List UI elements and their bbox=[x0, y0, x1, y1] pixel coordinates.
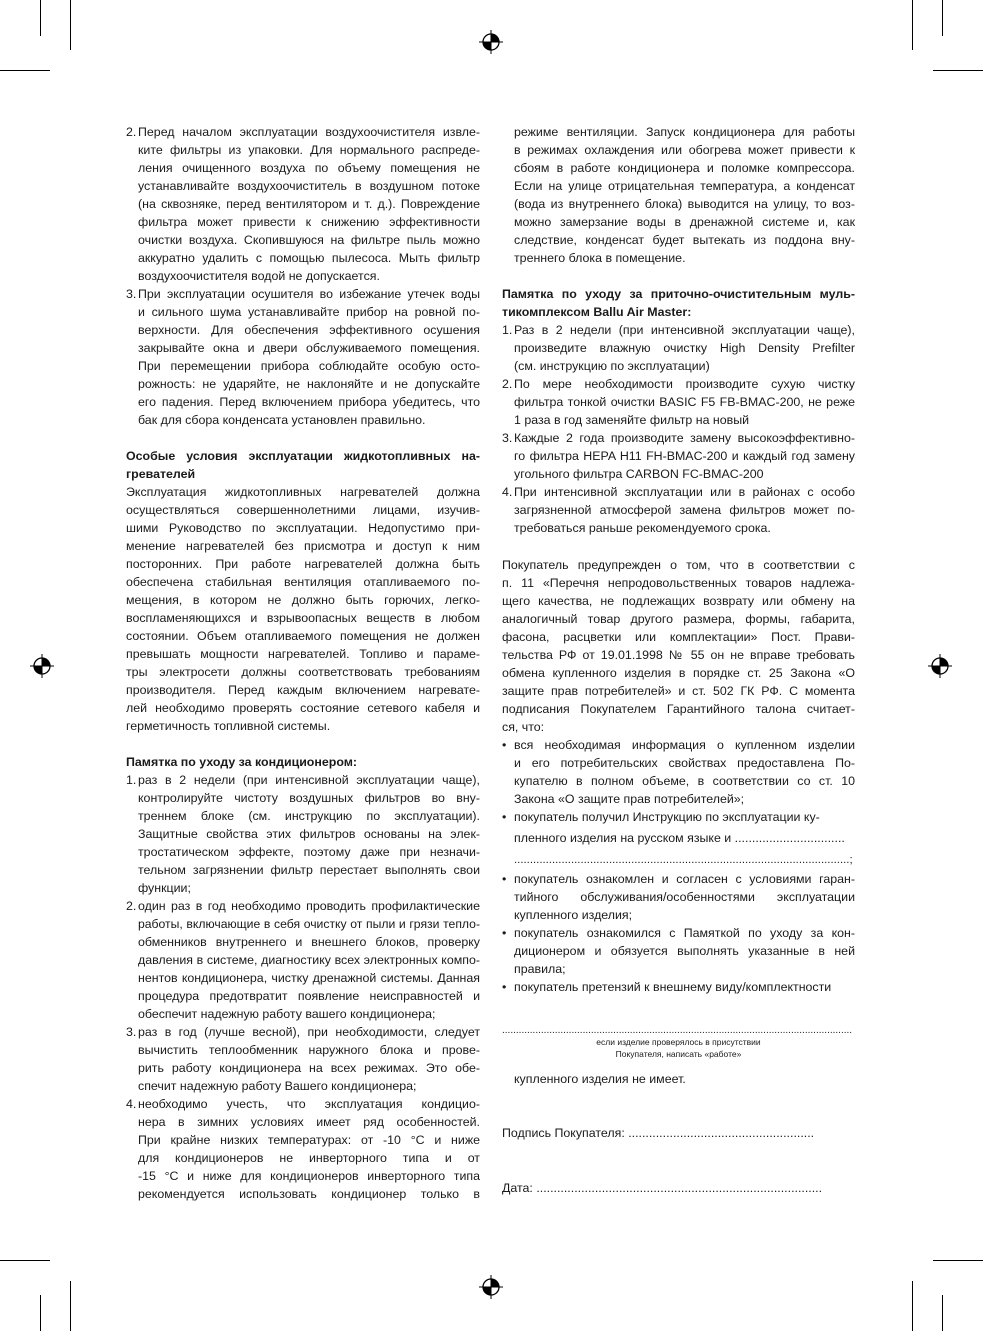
list-number: 3. bbox=[126, 287, 137, 301]
text-line: ления очищенного воздуха по объему помещения не bbox=[138, 161, 480, 175]
text-line: щего качества, не подлежащих возврату или обмену на bbox=[502, 594, 855, 608]
list-number: 2. bbox=[126, 125, 137, 139]
text-line: треннего блока в помещение. bbox=[514, 251, 686, 265]
text-line: тростатическом эффекте, поэтому даже при незначи- bbox=[138, 845, 480, 859]
text-line: рекомендуется использовать кондиционер только в bbox=[138, 1187, 480, 1201]
list-item bbox=[126, 771, 480, 897]
text-line: Особые условия эксплуатации жидкотопливных на- bbox=[126, 449, 480, 463]
registration-mark-icon bbox=[928, 654, 952, 678]
list-number: 3. bbox=[502, 431, 513, 445]
text-line: функции; bbox=[138, 881, 191, 895]
text-line: устанавливайте воздухоочиститель в воздушном потоке bbox=[138, 179, 480, 193]
list-item bbox=[126, 897, 480, 1023]
text-line: ките фильтры из упаковки. Для нормального распреде- bbox=[138, 143, 480, 157]
list-item bbox=[502, 978, 855, 996]
text-line: нера в зимних условиях имеет ряд особенностей. bbox=[138, 1115, 480, 1129]
text-line: Перед началом эксплуатации воздухоочистителя извле- bbox=[138, 125, 480, 139]
text-line: При перемещении прибора соблюдайте особую осто- bbox=[138, 359, 480, 373]
text-line: покупатель ознакомлен и согласен с условиями гаран- bbox=[514, 872, 855, 886]
registration-mark-icon bbox=[479, 1275, 503, 1299]
text-line: состоянии. Объем отапливаемого помещения не должен bbox=[126, 629, 480, 643]
text-line: треннем блоке (см. инструкцию по эксплуатации). bbox=[138, 809, 480, 823]
text-line: Эксплуатация жидкотопливных нагревателей должна bbox=[126, 485, 480, 499]
list-item bbox=[126, 285, 480, 429]
caption-line: если изделие проверялось в присутствии bbox=[596, 1037, 761, 1047]
buyer-bullets-a bbox=[502, 736, 855, 826]
list-item bbox=[502, 429, 855, 483]
text-line: сбоям в работе кондиционера и поломке компрессора. bbox=[514, 161, 855, 175]
list-item bbox=[502, 321, 855, 375]
text-line: один раз в год необходимо проводить профилактические bbox=[138, 899, 480, 913]
airmaster-heading bbox=[502, 285, 855, 321]
text-line: ся, что: bbox=[502, 720, 545, 734]
text-line: купленного изделия; bbox=[514, 908, 633, 922]
text-line: спечит надежную работу Вашего кондиционера; bbox=[138, 1079, 417, 1093]
text-line: тикомплексом Ballu Air Master: bbox=[502, 305, 692, 319]
text-line: Подпись Покупателя: ...................................................... bbox=[502, 1126, 815, 1140]
text-line: При крайне низких температурах: от -10 °С и ниже bbox=[138, 1133, 480, 1147]
list-item bbox=[502, 870, 855, 924]
text-line: 1 раза в год заменяйте фильтр на новый bbox=[514, 413, 750, 427]
text-line: нентов кондиционера, чистку дренажной системы. Данная bbox=[138, 971, 480, 985]
list-item bbox=[126, 1095, 480, 1203]
text-line: Дата: ................................................................................... bbox=[502, 1181, 823, 1195]
text-line: менение нагревателей без присмотра и доступ к ним bbox=[126, 539, 480, 553]
text-line: для кондиционеров не инверторного типа и от bbox=[138, 1151, 480, 1165]
text-line: При интенсивной эксплуатации или в районах с особо bbox=[514, 485, 855, 499]
text-line: давления в системе, диагностику всех электронных компо- bbox=[138, 953, 480, 967]
text-line: вычистить теплообменник наружного блока и прове- bbox=[138, 1043, 480, 1057]
buyer-bullets-b bbox=[502, 870, 855, 996]
no-claims-text bbox=[514, 1070, 855, 1088]
text-line: раз в 2 недели (при интенсивной эксплуатации чаще), bbox=[138, 773, 480, 787]
text-line: покупатель претензий к внешнему виду/комплектности bbox=[514, 980, 832, 994]
text-line: покупатель получил Инструкцию по эксплуатации ку- bbox=[514, 810, 820, 824]
text-line: тийного обслуживания/особенностями эксплуатации bbox=[514, 890, 855, 904]
text-line: произведите влажную очистку High Density Prefilter bbox=[514, 341, 855, 355]
text-line: При эксплуатации осушителя во избежание утечек воды bbox=[138, 287, 480, 301]
bullet-marker: • bbox=[502, 738, 507, 752]
list-number: 3. bbox=[126, 1025, 137, 1039]
text-line: Покупатель предупрежден о том, что в соответствии с bbox=[502, 558, 855, 572]
text-line: режиме вентиляции. Запуск кондиционера для работы bbox=[514, 125, 855, 139]
text-line: фильтра может привести к снижению эффективности bbox=[138, 215, 480, 229]
bullet-continuation bbox=[514, 829, 855, 847]
text-line: фильтра тонкой очистки BASIC F5 FB-BMAC-200, не реже bbox=[514, 395, 855, 409]
text-line: герметичность топливной системы. bbox=[126, 719, 331, 733]
text-line: тельства РФ от 19.01.1998 № 55 он не вправе требовать bbox=[502, 648, 855, 662]
text-line: ..........................................................................................................; bbox=[514, 854, 853, 866]
text-line: загрязненной атмосферой замена фильтров может по- bbox=[514, 503, 855, 517]
fill-caption bbox=[502, 1036, 855, 1060]
ac-continuation bbox=[514, 123, 855, 267]
text-line: диционером и обязуется выполнять указанные в ней bbox=[514, 944, 855, 958]
text-line: фасона, расцветки или комплектации» Пост. Прави- bbox=[502, 630, 855, 644]
list-number: 2. bbox=[502, 377, 513, 391]
text-line: контролируйте чистоту воздушных фильтров во вну- bbox=[138, 791, 480, 805]
date-field[interactable] bbox=[502, 1179, 855, 1197]
text-line: .............................................................................................................................. bbox=[502, 1025, 853, 1036]
bullet-marker: • bbox=[502, 980, 507, 994]
text-line: (на сквозняке, перед вентилятором и т. д.). Повреждение bbox=[138, 197, 480, 211]
heaters-body bbox=[126, 483, 480, 735]
list-number: 1. bbox=[126, 773, 137, 787]
text-line: обмена купленного изделия в порядке ст. 25 Закона «О bbox=[502, 666, 855, 680]
text-line: тры электросети должны соответствовать требованиям bbox=[126, 665, 480, 679]
dotted-fill-line[interactable] bbox=[514, 851, 855, 869]
text-line: его падения. Перед включением прибора убедитесь, что bbox=[138, 395, 480, 409]
text-line: можно замерзание воды в дренажной системе и, как bbox=[514, 215, 855, 229]
text-line: купленного изделия не имеет. bbox=[514, 1072, 686, 1086]
text-line: Каждые 2 года производите замену высокоэффективно- bbox=[514, 431, 855, 445]
text-line: Закона «О защите прав потребителей»; bbox=[514, 792, 745, 806]
text-line: шими Руководство по эксплуатации. Недопустимо при- bbox=[126, 521, 480, 535]
text-line: защите прав потребителей» и ст. 502 ГК РФ. С момента bbox=[502, 684, 855, 698]
text-line: закрывайте окна и двери обслуживаемого помещения. bbox=[138, 341, 480, 355]
text-line: мещения, в котором не должно быть горючих, легко- bbox=[126, 593, 480, 607]
text-line: рить работу кондиционера на всех режимах. Это обе- bbox=[138, 1061, 480, 1075]
text-line: лей необходимо проверять состояние сетевого кабеля и bbox=[126, 701, 480, 715]
list-item bbox=[126, 123, 480, 285]
text-line: Защитные свойства этих фильтров основаны на элек- bbox=[138, 827, 480, 841]
text-line: верхности. Для обеспечения эффективного осушения bbox=[138, 323, 480, 337]
text-line: раз в год (лучше весной), при необходимости, следует bbox=[138, 1025, 480, 1039]
text-line: подписания Покупателем Гарантийного талона считает- bbox=[502, 702, 855, 716]
text-line: и его потребительских свойствах предоставлена По- bbox=[514, 756, 855, 770]
airmaster-list bbox=[502, 321, 855, 537]
text-line: -15 °С и ниже для кондиционеров инверторного типа bbox=[138, 1169, 480, 1183]
list-item bbox=[502, 736, 855, 808]
text-line: (вода из внутреннего блока) выводится на улицу, то воз- bbox=[514, 197, 855, 211]
text-line: угольного фильтра CARBON FC-BMAC-200 bbox=[514, 467, 764, 481]
bullet-marker: • bbox=[502, 872, 507, 886]
text-line: купателю в полном объеме, в соответствии со ст. 10 bbox=[514, 774, 855, 788]
text-line: гревателей bbox=[126, 467, 196, 481]
text-line: Раз в 2 недели (при интенсивной эксплуатации чаще), bbox=[514, 323, 855, 337]
heaters-heading bbox=[126, 447, 480, 483]
list-number: 4. bbox=[502, 485, 513, 499]
text-line: Памятка по уходу за кондиционером: bbox=[126, 755, 358, 769]
text-line: аккуратно удалить с помощью пылесоса. Мыть фильтр bbox=[138, 251, 480, 265]
text-line: вся необходимая информация о купленном изделии bbox=[514, 738, 855, 752]
text-line: Памятка по уходу за приточно-очистительным муль- bbox=[502, 287, 855, 301]
text-line: требоваться раньше рекомендуемого срока. bbox=[514, 521, 771, 535]
text-line: и сильного шума устанавливайте прибор на ровной по- bbox=[138, 305, 480, 319]
text-line: (см. инструкцию по эксплуатации) bbox=[514, 359, 710, 373]
text-line: воздухоочистителя водой не допускается. bbox=[138, 269, 380, 283]
list-number: 2. bbox=[126, 899, 137, 913]
caption-line: Покупателя, написать «работе» bbox=[615, 1049, 742, 1059]
text-line: обеспечит надежную работу вашего кондиционера; bbox=[138, 1007, 436, 1021]
registration-mark-icon bbox=[30, 654, 54, 678]
text-line: следствие, конденсат будет вытекать из поддона вну- bbox=[514, 233, 855, 247]
text-line: превышать мощности нагревателей. Топливо и параме- bbox=[126, 647, 480, 661]
text-line: тельном загрязнении фильтр перестает выполнять свои bbox=[138, 863, 480, 877]
text-line: воспламеняющихся и взрывоопасных веществ в любом bbox=[126, 611, 480, 625]
intro-list bbox=[126, 123, 480, 429]
text-line: очистки воздуха. Скопившуюся на фильтре пыль можно bbox=[138, 233, 480, 247]
text-line: необходимо учесть, что эксплуатация кондицио- bbox=[138, 1097, 480, 1111]
text-line: Если на улице отрицательная температура, а конденсат bbox=[514, 179, 855, 193]
text-line: работы, включающие в себя очистку от пыли и грязи тепло- bbox=[138, 917, 480, 931]
bullet-marker: • bbox=[502, 810, 507, 824]
text-line: обеспечена стабильная вентиляция отапливаемого по- bbox=[126, 575, 480, 589]
registration-mark-icon bbox=[479, 30, 503, 54]
text-line: в режимах охлаждения или обогрева может привести к bbox=[514, 143, 855, 157]
buyer-paragraph bbox=[502, 556, 855, 736]
text-line: производителя. Перед каждым включением нагревате- bbox=[126, 683, 480, 697]
text-line: осуществляться совершеннолетними лицами, изучив- bbox=[126, 503, 480, 517]
text-line: правила; bbox=[514, 962, 566, 976]
list-number: 4. bbox=[126, 1097, 137, 1111]
signature-field[interactable] bbox=[502, 1124, 855, 1142]
list-item bbox=[126, 1023, 480, 1095]
list-item bbox=[502, 924, 855, 978]
text-line: бак для сбора конденсата установлен правильно. bbox=[138, 413, 426, 427]
list-item bbox=[502, 375, 855, 429]
text-line: По мере необходимости производите сухую чистку bbox=[514, 377, 855, 391]
text-line: обменников внутреннего и внешнего блоков, проверку bbox=[138, 935, 480, 949]
text-line: пленного изделия на русском языке и ................................ bbox=[514, 831, 845, 845]
text-line: аналогичный товар другого размера, формы, габарита, bbox=[502, 612, 855, 626]
text-line: посторонних. При работе нагревателей должна быть bbox=[126, 557, 480, 571]
list-item bbox=[502, 808, 855, 826]
text-line: процедура предотвратит появление неисправностей и bbox=[138, 989, 480, 1003]
list-item bbox=[502, 483, 855, 537]
ac-care-list bbox=[126, 771, 480, 1203]
list-number: 1. bbox=[502, 323, 513, 337]
bullet-marker: • bbox=[502, 926, 507, 940]
ac-heading bbox=[126, 753, 480, 771]
text-line: покупатель ознакомился с Памяткой по уходу за кон- bbox=[514, 926, 855, 940]
text-line: п. 11 «Перечня непродовольственных товаров надлежа- bbox=[502, 576, 855, 590]
text-line: го фильтра HEPA H11 FH-BMAC-200 и каждый год замену bbox=[514, 449, 855, 463]
text-line: рожность: не ударяйте, не наклоняйте и не допускайте bbox=[138, 377, 480, 391]
